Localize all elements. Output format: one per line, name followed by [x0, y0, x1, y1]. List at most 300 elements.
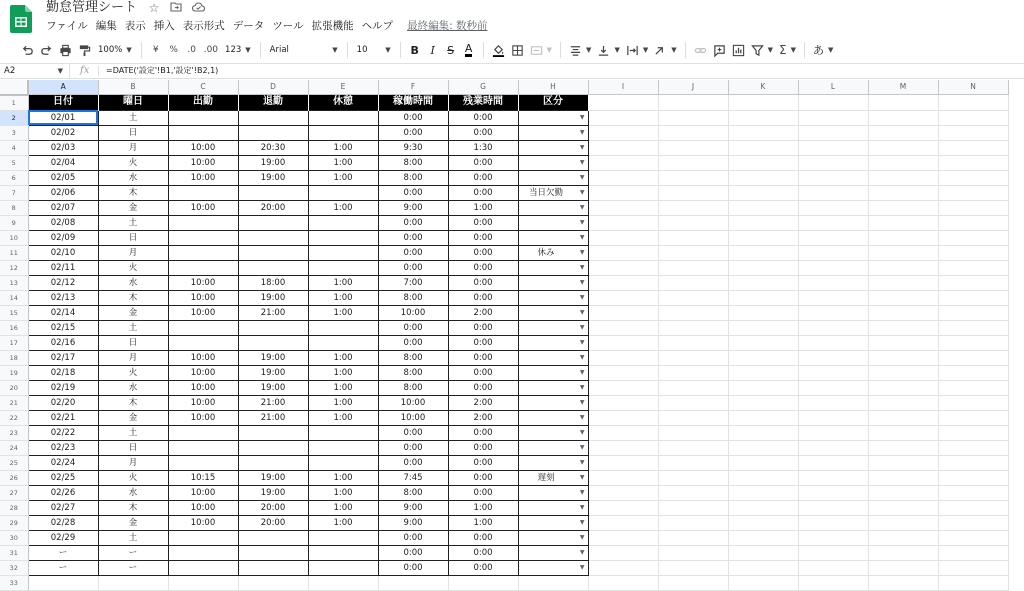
menu-file[interactable]: ファイル	[46, 20, 88, 32]
data-cell[interactable]	[238, 545, 308, 560]
column-header-e[interactable]: E	[308, 80, 378, 95]
empty-cell[interactable]	[728, 95, 798, 111]
empty-cell[interactable]	[938, 230, 1008, 245]
data-cell[interactable]: 0:00	[378, 125, 448, 140]
data-cell[interactable]: 20:00	[238, 200, 308, 215]
empty-cell[interactable]	[868, 320, 938, 335]
empty-cell[interactable]	[728, 230, 798, 245]
data-cell[interactable]: 月	[98, 140, 168, 155]
empty-cell[interactable]	[798, 245, 868, 260]
empty-cell[interactable]	[588, 455, 658, 470]
dropdown-arrow-icon[interactable]: ▼	[579, 563, 585, 571]
data-cell[interactable]: 2:00	[448, 395, 518, 410]
empty-cell[interactable]	[798, 380, 868, 395]
empty-cell[interactable]	[588, 530, 658, 545]
empty-cell[interactable]	[798, 365, 868, 380]
data-cell[interactable]: 木	[98, 395, 168, 410]
data-cell[interactable]: 19:00	[238, 155, 308, 170]
dropdown-arrow-icon[interactable]: ▼	[579, 218, 585, 226]
empty-cell[interactable]	[588, 110, 658, 125]
empty-cell[interactable]	[798, 140, 868, 155]
row-header[interactable]: 21	[0, 395, 28, 410]
empty-cell[interactable]	[938, 560, 1008, 575]
empty-cell[interactable]	[938, 170, 1008, 185]
empty-cell[interactable]	[798, 500, 868, 515]
category-dropdown-cell[interactable]	[518, 140, 588, 155]
dropdown-arrow-icon[interactable]: ▼	[579, 383, 585, 391]
empty-cell[interactable]	[868, 125, 938, 140]
data-cell[interactable]: 10:00	[168, 305, 238, 320]
data-cell[interactable]: 1:00	[448, 200, 518, 215]
font-size-select[interactable]: 10 ▼	[356, 45, 391, 55]
data-cell[interactable]: 10:00	[168, 275, 238, 290]
empty-cell[interactable]	[938, 515, 1008, 530]
empty-cell[interactable]	[658, 305, 728, 320]
empty-cell[interactable]	[658, 335, 728, 350]
data-cell[interactable]: 1:00	[308, 275, 378, 290]
data-cell[interactable]: 0:00	[378, 245, 448, 260]
empty-cell[interactable]	[868, 140, 938, 155]
empty-cell[interactable]	[938, 155, 1008, 170]
data-cell[interactable]: 02/16	[28, 335, 98, 350]
empty-cell[interactable]	[588, 560, 658, 575]
percent-format-button[interactable]: %	[169, 45, 178, 55]
empty-cell[interactable]	[658, 95, 728, 111]
empty-cell[interactable]	[658, 155, 728, 170]
empty-cell[interactable]	[868, 545, 938, 560]
empty-cell[interactable]	[868, 290, 938, 305]
data-cell[interactable]: ー	[28, 545, 98, 560]
empty-cell[interactable]	[658, 185, 728, 200]
data-cell[interactable]: ー	[28, 560, 98, 575]
decrease-decimal-button[interactable]: .0	[187, 45, 196, 55]
row-header[interactable]: 22	[0, 410, 28, 425]
data-cell[interactable]: 1:00	[308, 170, 378, 185]
category-dropdown-cell[interactable]	[518, 425, 588, 440]
category-dropdown-cell[interactable]	[518, 290, 588, 305]
data-cell[interactable]: 10:00	[168, 290, 238, 305]
column-header-i[interactable]: I	[588, 80, 658, 95]
data-cell[interactable]	[308, 185, 378, 200]
empty-cell[interactable]	[588, 350, 658, 365]
data-cell[interactable]: 1:00	[448, 500, 518, 515]
empty-cell[interactable]	[798, 125, 868, 140]
row-header[interactable]: 11	[0, 245, 28, 260]
data-cell[interactable]: 0:00	[448, 440, 518, 455]
empty-cell[interactable]	[938, 575, 1008, 590]
filter-icon[interactable]: ▼	[748, 40, 776, 60]
data-cell[interactable]: 0:00	[448, 155, 518, 170]
row-header[interactable]: 15	[0, 305, 28, 320]
empty-cell[interactable]	[588, 485, 658, 500]
data-cell[interactable]: 日	[98, 125, 168, 140]
empty-cell[interactable]	[238, 575, 308, 590]
empty-cell[interactable]	[868, 515, 938, 530]
data-cell[interactable]	[238, 260, 308, 275]
data-cell[interactable]: 21:00	[238, 410, 308, 425]
empty-cell[interactable]	[798, 110, 868, 125]
empty-cell[interactable]	[658, 485, 728, 500]
data-cell[interactable]: 7:45	[378, 470, 448, 485]
data-cell[interactable]	[308, 425, 378, 440]
data-cell[interactable]: 0:00	[448, 530, 518, 545]
empty-cell[interactable]	[658, 470, 728, 485]
data-cell[interactable]: 0:00	[378, 545, 448, 560]
empty-cell[interactable]	[868, 425, 938, 440]
dropdown-arrow-icon[interactable]: ▼	[579, 428, 585, 436]
category-dropdown-cell[interactable]	[518, 530, 588, 545]
data-cell[interactable]: 02/21	[28, 410, 98, 425]
empty-cell[interactable]	[28, 575, 98, 590]
data-cell[interactable]	[168, 320, 238, 335]
empty-cell[interactable]	[728, 275, 798, 290]
empty-cell[interactable]	[658, 395, 728, 410]
empty-cell[interactable]	[868, 245, 938, 260]
menu-format[interactable]: 表示形式	[182, 20, 225, 32]
data-cell[interactable]: 木	[98, 500, 168, 515]
category-dropdown-cell[interactable]	[518, 335, 588, 350]
dropdown-arrow-icon[interactable]: ▼	[579, 413, 585, 421]
empty-cell[interactable]	[658, 545, 728, 560]
empty-cell[interactable]	[938, 125, 1008, 140]
data-cell[interactable]: 1:00	[308, 200, 378, 215]
dropdown-arrow-icon[interactable]: ▼	[579, 518, 585, 526]
data-cell[interactable]	[238, 230, 308, 245]
data-cell[interactable]: 1:00	[308, 515, 378, 530]
data-cell[interactable]: 8:00	[378, 350, 448, 365]
dropdown-arrow-icon[interactable]: ▼	[579, 548, 585, 556]
empty-cell[interactable]	[728, 425, 798, 440]
data-cell[interactable]	[238, 440, 308, 455]
category-dropdown-cell[interactable]	[518, 260, 588, 275]
row-header[interactable]: 4	[0, 140, 28, 155]
empty-cell[interactable]	[658, 365, 728, 380]
data-cell[interactable]: 02/06	[28, 185, 98, 200]
data-cell[interactable]: 金	[98, 515, 168, 530]
data-cell[interactable]: 0:00	[378, 455, 448, 470]
data-cell[interactable]: 10:00	[168, 350, 238, 365]
data-cell[interactable]: 02/09	[28, 230, 98, 245]
empty-cell[interactable]	[868, 185, 938, 200]
empty-cell[interactable]	[658, 455, 728, 470]
empty-cell[interactable]	[938, 140, 1008, 155]
empty-cell[interactable]	[798, 470, 868, 485]
data-cell[interactable]: 1:00	[308, 305, 378, 320]
empty-cell[interactable]	[588, 545, 658, 560]
row-header[interactable]: 5	[0, 155, 28, 170]
data-cell[interactable]: 19:00	[238, 470, 308, 485]
data-cell[interactable]	[168, 215, 238, 230]
empty-cell[interactable]	[798, 425, 868, 440]
category-dropdown-cell[interactable]	[518, 380, 588, 395]
empty-cell[interactable]	[868, 410, 938, 425]
data-cell[interactable]: 火	[98, 155, 168, 170]
header-cell[interactable]: 稼働時間	[378, 95, 448, 111]
data-cell[interactable]: 9:00	[378, 200, 448, 215]
empty-cell[interactable]	[868, 215, 938, 230]
data-cell[interactable]: 02/03	[28, 140, 98, 155]
data-cell[interactable]: 0:00	[448, 125, 518, 140]
data-cell[interactable]: 0:00	[448, 215, 518, 230]
data-cell[interactable]: 0:00	[448, 485, 518, 500]
data-cell[interactable]: 10:00	[168, 395, 238, 410]
data-cell[interactable]: 02/28	[28, 515, 98, 530]
insert-chart-icon[interactable]	[729, 40, 748, 60]
data-cell[interactable]	[168, 125, 238, 140]
empty-cell[interactable]	[868, 170, 938, 185]
empty-cell[interactable]	[658, 200, 728, 215]
data-cell[interactable]: 02/13	[28, 290, 98, 305]
empty-cell[interactable]	[868, 335, 938, 350]
empty-cell[interactable]	[658, 350, 728, 365]
empty-cell[interactable]	[938, 455, 1008, 470]
empty-cell[interactable]	[798, 185, 868, 200]
empty-cell[interactable]	[588, 215, 658, 230]
empty-cell[interactable]	[798, 200, 868, 215]
data-cell[interactable]: 1:00	[308, 485, 378, 500]
bold-button[interactable]: B	[410, 43, 419, 57]
category-dropdown-cell[interactable]	[518, 455, 588, 470]
header-cell[interactable]: 日付	[28, 95, 98, 111]
empty-cell[interactable]	[868, 575, 938, 590]
data-cell[interactable]: 0:00	[378, 335, 448, 350]
empty-cell[interactable]	[868, 365, 938, 380]
data-cell[interactable]	[308, 545, 378, 560]
category-dropdown-cell[interactable]	[518, 560, 588, 575]
data-cell[interactable]: 1:00	[308, 350, 378, 365]
empty-cell[interactable]	[588, 275, 658, 290]
data-cell[interactable]: 2:00	[448, 305, 518, 320]
empty-cell[interactable]	[728, 500, 798, 515]
data-cell[interactable]	[308, 215, 378, 230]
data-cell[interactable]: 1:00	[308, 410, 378, 425]
empty-cell[interactable]	[938, 200, 1008, 215]
data-cell[interactable]: 木	[98, 185, 168, 200]
data-cell[interactable]: 0:00	[378, 230, 448, 245]
empty-cell[interactable]	[868, 230, 938, 245]
data-cell[interactable]: 0:00	[378, 560, 448, 575]
category-dropdown-cell[interactable]	[518, 305, 588, 320]
empty-cell[interactable]	[798, 170, 868, 185]
empty-cell[interactable]	[658, 440, 728, 455]
empty-cell[interactable]	[798, 320, 868, 335]
row-header[interactable]: 24	[0, 440, 28, 455]
empty-cell[interactable]	[588, 95, 658, 111]
data-cell[interactable]: 19:00	[238, 380, 308, 395]
data-cell[interactable]: 0:00	[448, 245, 518, 260]
row-header[interactable]: 31	[0, 545, 28, 560]
data-cell[interactable]: 02/23	[28, 440, 98, 455]
category-dropdown-cell[interactable]	[518, 470, 588, 485]
menu-tools[interactable]: ツール	[272, 20, 304, 32]
data-cell[interactable]: 火	[98, 260, 168, 275]
data-cell[interactable]	[238, 320, 308, 335]
data-cell[interactable]: 10:00	[378, 395, 448, 410]
row-header[interactable]: 30	[0, 530, 28, 545]
empty-cell[interactable]	[588, 125, 658, 140]
category-dropdown-cell[interactable]	[518, 245, 588, 260]
category-dropdown-cell[interactable]	[518, 440, 588, 455]
empty-cell[interactable]	[868, 155, 938, 170]
row-header[interactable]: 10	[0, 230, 28, 245]
column-header-f[interactable]: F	[378, 80, 448, 95]
menu-help[interactable]: ヘルプ	[361, 20, 394, 32]
empty-cell[interactable]	[588, 440, 658, 455]
data-cell[interactable]	[168, 455, 238, 470]
empty-cell[interactable]	[658, 575, 728, 590]
empty-cell[interactable]	[868, 560, 938, 575]
empty-cell[interactable]	[938, 290, 1008, 305]
empty-cell[interactable]	[728, 185, 798, 200]
redo-icon[interactable]	[37, 40, 56, 60]
empty-cell[interactable]	[658, 500, 728, 515]
data-cell[interactable]: 19:00	[238, 365, 308, 380]
empty-cell[interactable]	[868, 95, 938, 111]
data-cell[interactable]	[308, 245, 378, 260]
empty-cell[interactable]	[728, 200, 798, 215]
data-cell[interactable]: 20:30	[238, 140, 308, 155]
menu-view[interactable]: 表示	[124, 20, 146, 32]
empty-cell[interactable]	[588, 395, 658, 410]
dropdown-arrow-icon[interactable]: ▼	[579, 473, 585, 481]
last-edit-link[interactable]: 最終編集: 数秒前	[407, 20, 488, 32]
empty-cell[interactable]	[728, 410, 798, 425]
data-cell[interactable]: 9:00	[378, 515, 448, 530]
select-all-corner[interactable]	[0, 80, 28, 95]
empty-cell[interactable]	[938, 110, 1008, 125]
data-cell[interactable]: 1:00	[308, 395, 378, 410]
empty-cell[interactable]	[728, 455, 798, 470]
row-header[interactable]: 23	[0, 425, 28, 440]
data-cell[interactable]: 2:00	[448, 410, 518, 425]
data-cell[interactable]: 19:00	[238, 170, 308, 185]
dropdown-arrow-icon[interactable]: ▼	[579, 203, 585, 211]
data-cell[interactable]: 0:00	[448, 320, 518, 335]
column-header-g[interactable]: G	[448, 80, 518, 95]
data-cell[interactable]: 9:00	[378, 500, 448, 515]
data-cell[interactable]: 1:00	[308, 365, 378, 380]
empty-cell[interactable]	[588, 290, 658, 305]
data-cell[interactable]: 1:00	[308, 140, 378, 155]
row-header[interactable]: 26	[0, 470, 28, 485]
category-dropdown-cell[interactable]	[518, 350, 588, 365]
data-cell[interactable]: 02/04	[28, 155, 98, 170]
data-cell[interactable]: 0:00	[448, 170, 518, 185]
italic-button[interactable]: I	[430, 43, 435, 57]
data-cell[interactable]: 0:00	[378, 530, 448, 545]
empty-cell[interactable]	[658, 215, 728, 230]
data-cell[interactable]: 月	[98, 245, 168, 260]
dropdown-arrow-icon[interactable]: ▼	[579, 458, 585, 466]
data-cell[interactable]: 火	[98, 365, 168, 380]
empty-cell[interactable]	[588, 380, 658, 395]
empty-cell[interactable]	[588, 365, 658, 380]
google-sheets-icon[interactable]	[10, 5, 32, 33]
empty-cell[interactable]	[728, 440, 798, 455]
empty-cell[interactable]	[938, 260, 1008, 275]
data-cell[interactable]: 日	[98, 440, 168, 455]
data-cell[interactable]: 土	[98, 110, 168, 125]
header-cell[interactable]: 出勤	[168, 95, 238, 111]
data-cell[interactable]	[238, 185, 308, 200]
row-header[interactable]: 19	[0, 365, 28, 380]
empty-cell[interactable]	[728, 395, 798, 410]
dropdown-arrow-icon[interactable]: ▼	[579, 278, 585, 286]
data-cell[interactable]: 土	[98, 530, 168, 545]
data-cell[interactable]: 10:00	[168, 500, 238, 515]
header-cell[interactable]: 区分	[518, 95, 588, 111]
empty-cell[interactable]	[798, 260, 868, 275]
dropdown-arrow-icon[interactable]: ▼	[579, 113, 585, 121]
data-cell[interactable]: 02/11	[28, 260, 98, 275]
column-header-k[interactable]: K	[728, 80, 798, 95]
data-cell[interactable]: 水	[98, 275, 168, 290]
data-cell[interactable]	[168, 245, 238, 260]
empty-cell[interactable]	[728, 140, 798, 155]
category-dropdown-cell[interactable]	[518, 515, 588, 530]
empty-cell[interactable]	[798, 395, 868, 410]
dropdown-arrow-icon[interactable]: ▼	[579, 503, 585, 511]
empty-cell[interactable]	[938, 95, 1008, 111]
empty-cell[interactable]	[868, 485, 938, 500]
data-cell[interactable]: 19:00	[238, 485, 308, 500]
category-dropdown-cell[interactable]	[518, 230, 588, 245]
strikethrough-button[interactable]: S	[447, 43, 455, 57]
dropdown-arrow-icon[interactable]: ▼	[579, 443, 585, 451]
functions-icon[interactable]: Σ ▼	[779, 43, 796, 57]
empty-cell[interactable]	[728, 545, 798, 560]
row-header[interactable]: 2	[0, 110, 28, 125]
empty-cell[interactable]	[868, 500, 938, 515]
row-header[interactable]: 9	[0, 215, 28, 230]
empty-cell[interactable]	[938, 395, 1008, 410]
data-cell[interactable]: 0:00	[448, 470, 518, 485]
menu-data[interactable]: データ	[232, 20, 265, 32]
row-header[interactable]: 16	[0, 320, 28, 335]
data-cell[interactable]: 金	[98, 305, 168, 320]
star-icon[interactable]: ☆	[148, 1, 160, 15]
data-cell[interactable]	[308, 125, 378, 140]
data-cell[interactable]: 日	[98, 230, 168, 245]
empty-cell[interactable]	[938, 440, 1008, 455]
empty-cell[interactable]	[868, 200, 938, 215]
empty-cell[interactable]	[798, 575, 868, 590]
data-cell[interactable]: 木	[98, 290, 168, 305]
row-header[interactable]: 13	[0, 275, 28, 290]
dropdown-arrow-icon[interactable]: ▼	[579, 338, 585, 346]
empty-cell[interactable]	[938, 305, 1008, 320]
data-cell[interactable]: 02/20	[28, 395, 98, 410]
data-cell[interactable]: 8:00	[378, 155, 448, 170]
data-cell[interactable]	[308, 335, 378, 350]
header-cell[interactable]: 退勤	[238, 95, 308, 111]
row-header[interactable]: 12	[0, 260, 28, 275]
data-cell[interactable]: 21:00	[238, 305, 308, 320]
data-cell[interactable]: 8:00	[378, 365, 448, 380]
data-cell[interactable]: 10:15	[168, 470, 238, 485]
dropdown-arrow-icon[interactable]: ▼	[579, 308, 585, 316]
empty-cell[interactable]	[798, 215, 868, 230]
empty-cell[interactable]	[798, 350, 868, 365]
folder-move-icon[interactable]	[169, 0, 183, 16]
empty-cell[interactable]	[518, 575, 588, 590]
data-cell[interactable]: 10:00	[168, 410, 238, 425]
empty-cell[interactable]	[938, 185, 1008, 200]
data-cell[interactable]: 02/26	[28, 485, 98, 500]
empty-cell[interactable]	[938, 350, 1008, 365]
empty-cell[interactable]	[798, 230, 868, 245]
row-header[interactable]: 29	[0, 515, 28, 530]
